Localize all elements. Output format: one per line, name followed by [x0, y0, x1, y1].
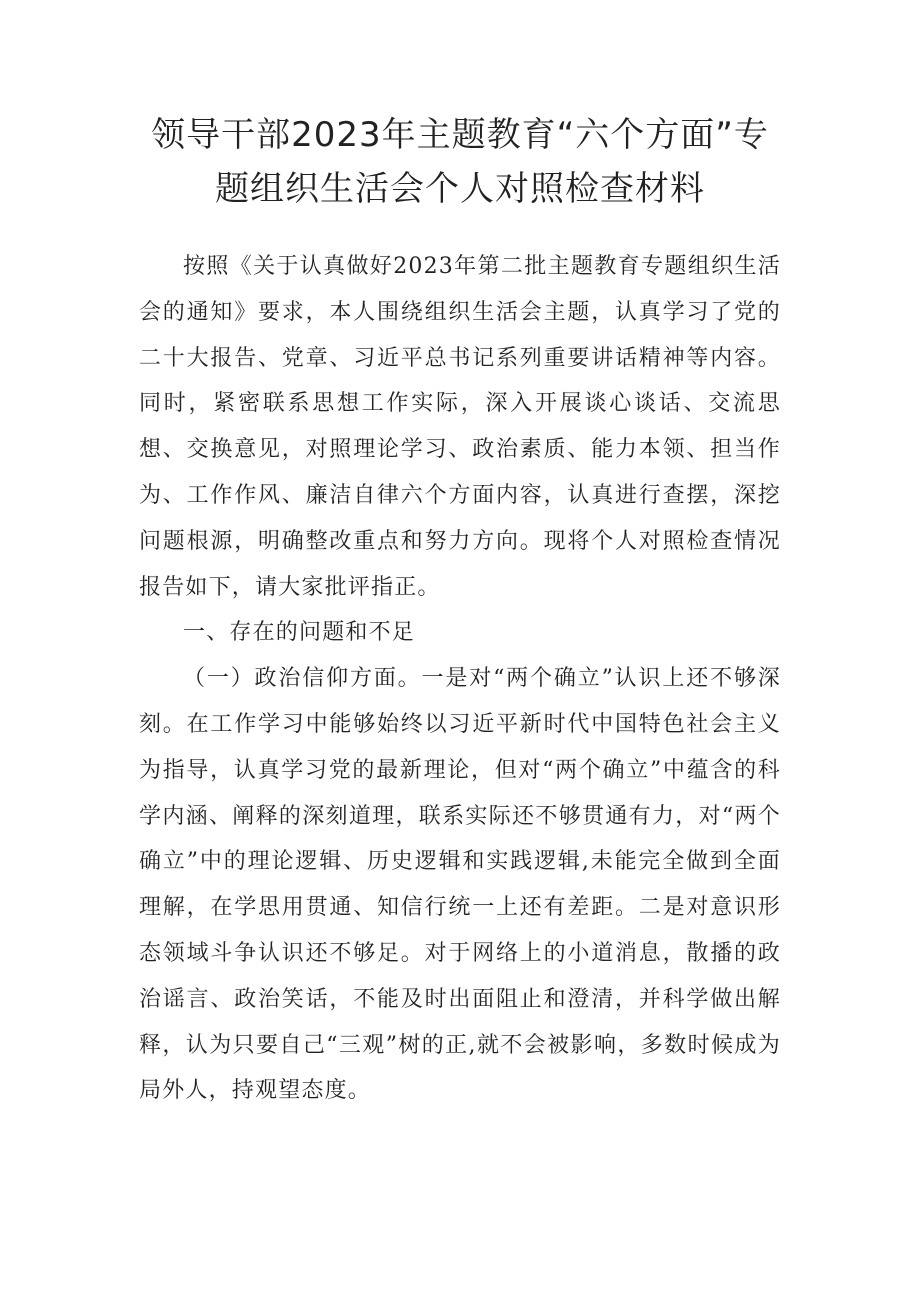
document-body — [139, 244, 781, 1114]
title-line-1: 领导干部2023年主题教育“六个方面”专 — [151, 115, 769, 155]
title-line-2: 题组织生活会个人对照检查材料 — [215, 169, 705, 209]
political-belief-paragraph: （一）政治信仰方面。一是对“两个确立”认识上还不够深刻。在工作学习中能够始终以习近平新时代中国特色社会主义为指导，认真学习党的最新理论，但对“两个确立”中蕴含的科学内涵、阐释的深刻道理，联系实际还不够贯通有力，对“两个确立”中的理论逻辑、历史逻辑和实践逻辑,未能完全做到全面理解，在学思用贯通、知信行统一上还有差距。二是对意识形态领域斗争认识还不够足。对于网络上的小道消息，散播的政治谣言、政治笑话，不能及时出面阻止和澄清，并科学做出解释，认为只要自己“三观”树的正,就不会被影响，多数时候成为局外人，持观望态度。 — [139, 666, 781, 1104]
document-title — [110, 108, 810, 216]
section-heading-problems: 一、存在的问题和不足 — [183, 620, 416, 646]
intro-paragraph: 按照《关于认真做好2023年第二批主题教育专题组织生活会的通知》要求，本人围绕组织生活会主题，认真学习了党的二十大报告、党章、习近平总书记系列重要讲话精神等内容。同时，紧密联系思想工作实际，深入开展谈心谈话、交流思想、交换意见，对照理论学习、政治素质、能力本领、担当作为、工作作风、廉洁自律六个方面内容，认真进行查摆，深挖问题根源，明确整改重点和努力方向。现将个人对照检查情况报告如下，请大家批评指正。 — [139, 254, 781, 600]
